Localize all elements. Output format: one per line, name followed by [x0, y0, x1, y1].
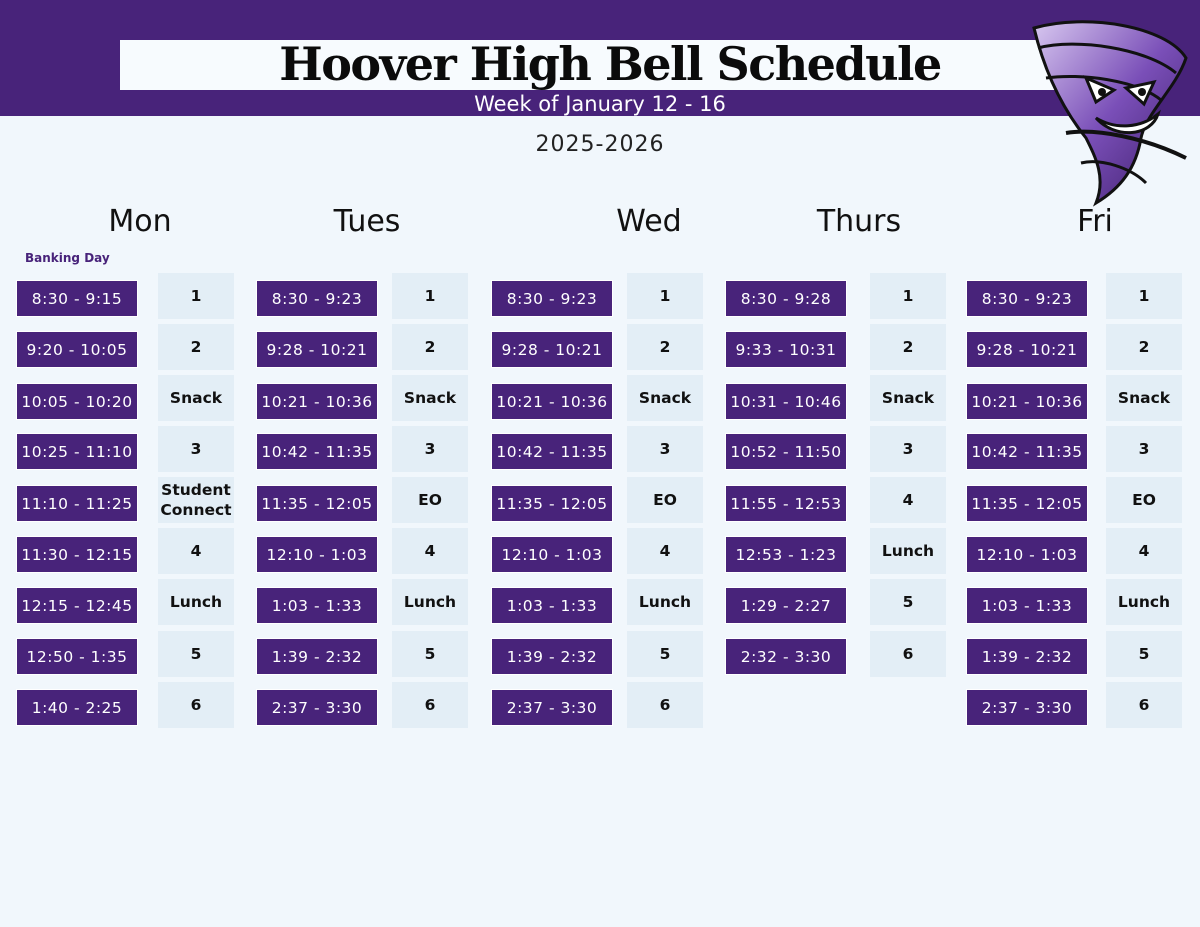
period-cell: 2 [158, 324, 234, 370]
period-cell: Lunch [392, 579, 468, 625]
time-cell: 9:28 - 10:21 [491, 331, 613, 368]
time-cell: 10:31 - 10:46 [725, 383, 847, 420]
period-cell: 6 [392, 682, 468, 728]
time-cell: 11:35 - 12:05 [491, 485, 613, 522]
time-cell: 2:37 - 3:30 [491, 689, 613, 726]
period-cell: 3 [1106, 426, 1182, 472]
time-cell: 12:10 - 1:03 [966, 536, 1088, 573]
period-cell: 6 [1106, 682, 1182, 728]
time-cell: 9:28 - 10:21 [256, 331, 378, 368]
period-cell: 3 [627, 426, 703, 472]
period-cell: 4 [158, 528, 234, 574]
week-subtitle: Week of January 12 - 16 [474, 92, 726, 116]
time-cell: 2:37 - 3:30 [966, 689, 1088, 726]
time-cell: 11:35 - 12:05 [256, 485, 378, 522]
day-heading-wed: Wed [616, 204, 682, 239]
period-cell: 4 [870, 477, 946, 523]
time-cell: 12:15 - 12:45 [16, 587, 138, 624]
time-cell: 8:30 - 9:28 [725, 280, 847, 317]
time-cell: 11:35 - 12:05 [966, 485, 1088, 522]
banking-day-note: Banking Day [25, 251, 110, 265]
period-cell: Snack [627, 375, 703, 421]
time-cell: 10:25 - 11:10 [16, 433, 138, 470]
time-cell: 11:10 - 11:25 [16, 485, 138, 522]
time-cell: 1:39 - 2:32 [256, 638, 378, 675]
time-cell: 2:37 - 3:30 [256, 689, 378, 726]
period-cell: EO [1106, 477, 1182, 523]
period-cell: 4 [1106, 528, 1182, 574]
period-cell: 5 [1106, 631, 1182, 677]
time-cell: 12:10 - 1:03 [491, 536, 613, 573]
period-cell: Snack [392, 375, 468, 421]
time-cell: 1:29 - 2:27 [725, 587, 847, 624]
period-cell: 5 [870, 579, 946, 625]
period-cell: Snack [158, 375, 234, 421]
period-cell: 2 [627, 324, 703, 370]
period-cell: 2 [870, 324, 946, 370]
period-cell: Lunch [158, 579, 234, 625]
time-cell: 2:32 - 3:30 [725, 638, 847, 675]
period-cell: 6 [627, 682, 703, 728]
time-cell: 8:30 - 9:23 [256, 280, 378, 317]
period-cell: Lunch [627, 579, 703, 625]
period-cell: 4 [392, 528, 468, 574]
time-cell: 8:30 - 9:15 [16, 280, 138, 317]
time-cell: 9:33 - 10:31 [725, 331, 847, 368]
period-cell: Student Connect [158, 477, 234, 523]
day-heading-mon: Mon [108, 204, 172, 239]
period-cell: Snack [1106, 375, 1182, 421]
time-cell: 10:21 - 10:36 [256, 383, 378, 420]
period-cell: Snack [870, 375, 946, 421]
time-cell: 11:30 - 12:15 [16, 536, 138, 573]
tornado-mascot-icon [1026, 18, 1191, 208]
page-title: Hoover High Bell Schedule [279, 37, 941, 91]
period-cell: 6 [870, 631, 946, 677]
time-cell: 1:39 - 2:32 [966, 638, 1088, 675]
time-cell: 12:10 - 1:03 [256, 536, 378, 573]
period-cell: 5 [392, 631, 468, 677]
period-cell: Lunch [870, 528, 946, 574]
time-cell: 10:21 - 10:36 [966, 383, 1088, 420]
period-cell: EO [392, 477, 468, 523]
period-cell: 2 [392, 324, 468, 370]
day-heading-tues: Tues [333, 204, 401, 239]
period-cell: EO [627, 477, 703, 523]
period-cell: 1 [870, 273, 946, 319]
day-heading-fri: Fri [1077, 204, 1113, 239]
time-cell: 1:03 - 1:33 [256, 587, 378, 624]
time-cell: 12:50 - 1:35 [16, 638, 138, 675]
time-cell: 1:03 - 1:33 [491, 587, 613, 624]
school-year: 2025-2026 [535, 132, 665, 157]
day-heading-thurs: Thurs [816, 204, 902, 239]
time-cell: 1:03 - 1:33 [966, 587, 1088, 624]
period-cell: 1 [392, 273, 468, 319]
period-cell: 5 [627, 631, 703, 677]
period-cell: 4 [627, 528, 703, 574]
period-cell: 3 [870, 426, 946, 472]
time-cell: 11:55 - 12:53 [725, 485, 847, 522]
time-cell: 10:05 - 10:20 [16, 383, 138, 420]
time-cell: 8:30 - 9:23 [966, 280, 1088, 317]
time-cell: 10:42 - 11:35 [966, 433, 1088, 470]
period-cell: 5 [158, 631, 234, 677]
time-cell: 9:28 - 10:21 [966, 331, 1088, 368]
time-cell: 10:42 - 11:35 [256, 433, 378, 470]
time-cell: 1:40 - 2:25 [16, 689, 138, 726]
period-cell: 3 [158, 426, 234, 472]
period-cell: 3 [392, 426, 468, 472]
time-cell: 10:21 - 10:36 [491, 383, 613, 420]
time-cell: 10:42 - 11:35 [491, 433, 613, 470]
period-cell: 1 [1106, 273, 1182, 319]
time-cell: 8:30 - 9:23 [491, 280, 613, 317]
period-cell: 1 [158, 273, 234, 319]
time-cell: 9:20 - 10:05 [16, 331, 138, 368]
time-cell: 10:52 - 11:50 [725, 433, 847, 470]
time-cell: 12:53 - 1:23 [725, 536, 847, 573]
period-cell: 2 [1106, 324, 1182, 370]
period-cell: Lunch [1106, 579, 1182, 625]
period-cell: 1 [627, 273, 703, 319]
time-cell: 1:39 - 2:32 [491, 638, 613, 675]
period-cell: 6 [158, 682, 234, 728]
